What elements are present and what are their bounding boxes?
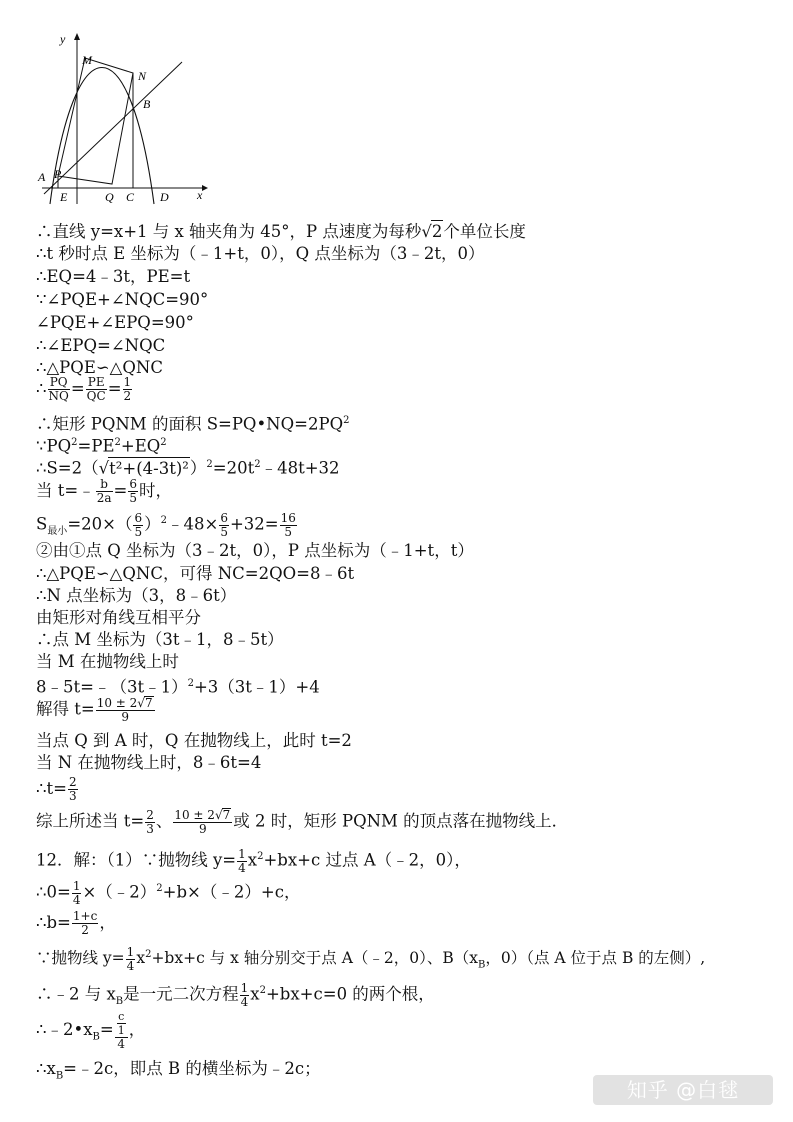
label-n: N xyxy=(138,69,147,83)
line-24: ∴t= $\frac{2}{3}$ xyxy=(36,775,77,803)
y-axis-arrow-icon xyxy=(74,33,80,40)
label-p: P xyxy=(54,167,62,181)
label-c: C xyxy=(126,190,135,204)
line-29: ∵抛物线 y= $\frac{1}{4}$ $x^2+bx+c$ 与 x 轴分别交于点 A（﹣2，0）、$B(x_B$，0）（点 A 位于点 B 的左侧）, xyxy=(36,944,706,973)
sqrt-symbol: √ xyxy=(98,458,110,478)
label-y: y xyxy=(60,32,66,46)
label-e: E xyxy=(60,190,68,204)
fraction: $\frac{1}{4}$ xyxy=(126,944,135,973)
zhihu-watermark: 知乎 @白毬 xyxy=(593,1075,773,1105)
fraction: $\frac{2}{3}$ xyxy=(146,807,154,836)
fraction: $\frac{10 \pm 2√7}{9}$ xyxy=(96,696,153,724)
line-13: $S_{最小}=20\times$（ $\frac{6}{5}$ ）$^2$﹣48× $\frac{6}{5}$ +32= $\frac{16}{5}$ xyxy=(36,510,296,539)
line-21: 解得 t= $\frac{10 \pm 2√7}{9}$ xyxy=(36,696,153,724)
line-11: $\therefore S=2(√t^2+(4-3t)^2)^2=20t^2﹣48t+32$ xyxy=(36,458,340,478)
line-32: $\therefore x_B=﹣2c$，即点 B 的横坐标为﹣2c； xyxy=(36,1059,321,1082)
line-20: 8﹣5t=﹣（3t﹣1）$^2$+3（3t﹣1）+4 xyxy=(36,677,320,697)
fraction: $\frac{b}{2a}$ xyxy=(96,477,112,505)
fraction: $\frac{6}{5}$ xyxy=(129,477,137,505)
line-23: 当 N 在抛物线上时，8﹣6t=4 xyxy=(36,753,262,772)
line-25: 综上所述当 t= $\frac{2}{3}$ 、 $\frac{10 \pm 2√7}{9}$ 或 2 时，矩形 PQNM 的顶点落在抛物线上． xyxy=(36,807,569,836)
line-3: ∴EQ=4﹣3t，PE=t xyxy=(36,267,191,286)
line-7: ∴△PQE∽△QNC xyxy=(36,358,163,377)
line-9: ∴矩形 PQNM 的面积 $S=PQ•NQ=2PQ^2$ xyxy=(36,414,350,434)
fraction: $\frac{\frac{c}{1}}{4}$ xyxy=(115,1010,128,1051)
label-q: Q xyxy=(105,190,114,204)
line-31: $\therefore﹣2•x_B=$ $\frac{\frac{c}{1}}{4}$ ， xyxy=(36,1010,146,1051)
fraction: $\frac{PE}{QC}$ xyxy=(86,375,106,403)
line-17: 由矩形对角线互相平分 xyxy=(36,608,201,627)
fraction: $\frac{6}{5}$ xyxy=(220,510,228,539)
line-10: $\because PQ^2=PE^2+EQ^2$ xyxy=(36,436,167,456)
line-1: ∴直线 y=x+1 与 x 轴夹角为 45°，P 点速度为每秒√2个单位长度 xyxy=(36,222,526,241)
line-27: ∴0= $\frac{1}{4}$ ×（﹣2）$^2$+b×（﹣2）+c， xyxy=(36,878,301,907)
fraction: $\frac{1}{4}$ xyxy=(238,846,246,875)
parabola-curve xyxy=(50,68,154,205)
label-d: D xyxy=(160,190,169,204)
line-30: ∴﹣2 与 $x_B$是一元二次方程 $\frac{1}{4}$ $x^2+bx+c=0$ 的两个根， xyxy=(36,980,435,1009)
line-22: 当点 Q 到 A 时，Q 在抛物线上，此时 t=2 xyxy=(36,731,352,750)
fraction: $\frac{10 \pm 2√7}{9}$ xyxy=(174,808,231,836)
line-2: ∴t 秒时点 E 坐标为（﹣1+t，0），Q 点坐标为（3﹣2t，0） xyxy=(36,244,485,263)
line-19: 当 M 在抛物线上时 xyxy=(36,652,179,671)
label-b: B xyxy=(143,97,151,111)
line-8: ∴ $\frac{PQ}{NQ}$ = $\frac{PE}{QC}$ = $\frac{1}{2}$ xyxy=(36,375,132,403)
line-15: ∴△PQE∽△QNC，可得 NC=2QO=8﹣6t xyxy=(36,564,355,583)
fraction: $\frac{1}{4}$ xyxy=(240,980,249,1009)
label-x: x xyxy=(197,188,203,202)
fraction: $\frac{6}{5}$ xyxy=(134,510,143,539)
fraction: $\frac{1+c}{2}$ xyxy=(72,909,98,937)
line-16: ∴N 点坐标为（3，8﹣6t） xyxy=(36,586,237,605)
line-28: ∴b= $\frac{1+c}{2}$ ， xyxy=(36,909,116,937)
line-18: ∴点 M 坐标为（3t﹣1，8﹣5t） xyxy=(36,630,284,649)
fraction: $\frac{2}{3}$ xyxy=(68,775,77,803)
fraction: $\frac{1}{4}$ xyxy=(72,878,81,907)
line-6: ∴∠EPQ=∠NQC xyxy=(36,336,166,355)
fraction: $\frac{PQ}{NQ}$ xyxy=(48,375,69,403)
parabola-rectangle-figure xyxy=(30,28,220,206)
label-m: M xyxy=(82,53,92,67)
sqrt-symbol: √ xyxy=(421,222,432,241)
line-4: ∵∠PQE+∠NQC=90° xyxy=(36,290,209,309)
rectangle-pqnm xyxy=(58,58,133,184)
fraction: $\frac{16}{5}$ xyxy=(280,510,296,539)
fraction: $\frac{1}{2}$ xyxy=(123,375,132,403)
line-5: ∠PQE+∠EPQ=90° xyxy=(36,313,194,332)
line-12: 当 t=﹣ $\frac{b}{2a}$ = $\frac{6}{5}$ 时， xyxy=(36,477,172,505)
line-26: 12．解：（1）∵抛物线 y= $\frac{1}{4}$ $x^2+bx+c$ 过点 A（﹣2，0）， xyxy=(36,846,471,875)
line-14: ②由①点 Q 坐标为（3﹣2t，0），P 点坐标为（﹣1+t，t） xyxy=(36,541,474,560)
x-axis-arrow-icon xyxy=(202,185,208,191)
label-a: A xyxy=(38,170,46,184)
